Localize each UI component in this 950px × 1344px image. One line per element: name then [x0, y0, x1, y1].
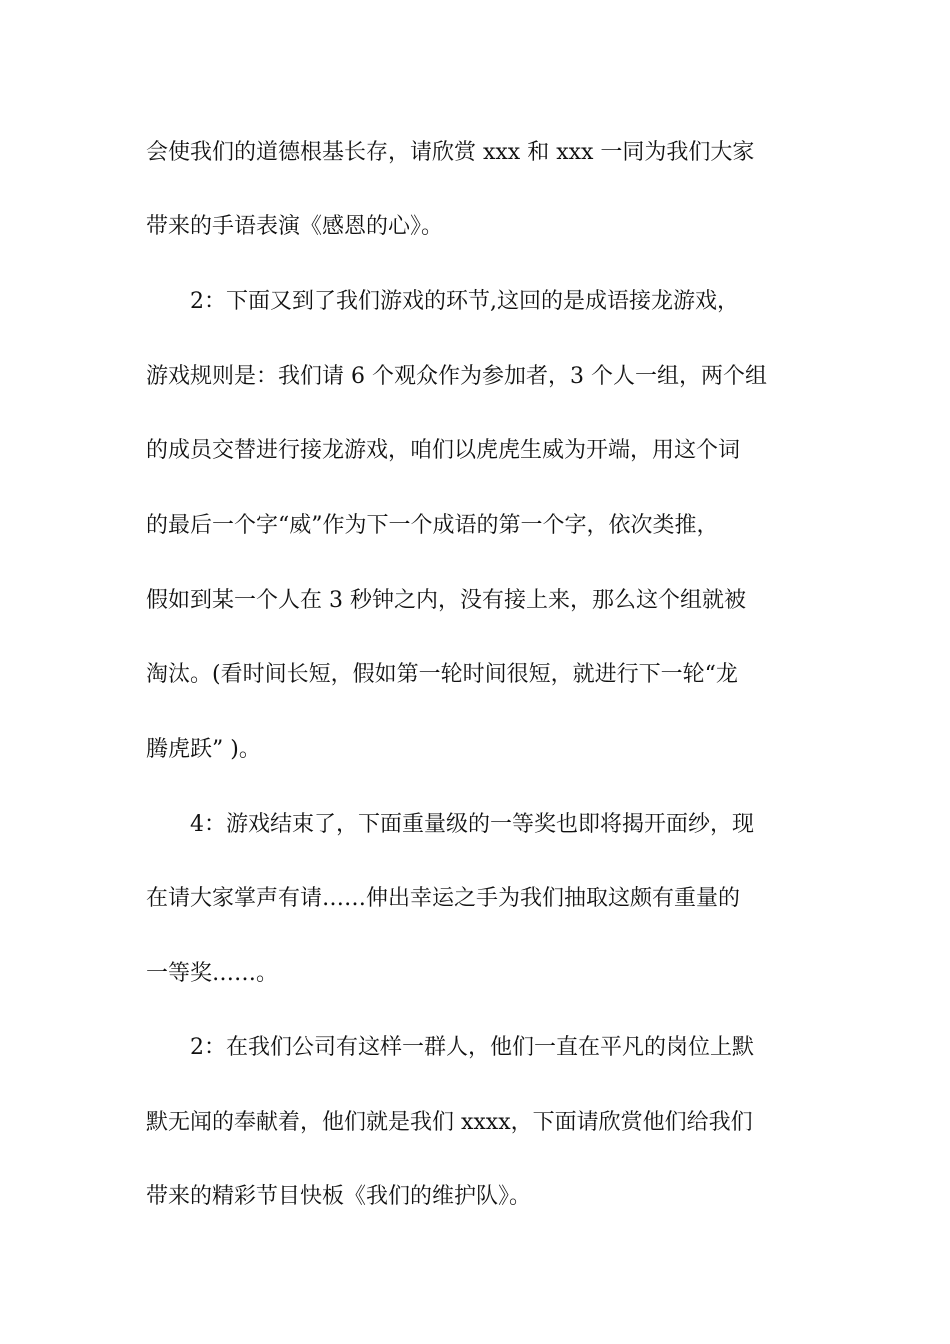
- paragraph-line: 淘汰。(看时间长短，假如第一轮时间很短，就进行下一轮“龙: [146, 662, 738, 687]
- paragraph-line: 假如到某一个人在 3 秒钟之内，没有接上来，那么这个组就被: [146, 588, 746, 613]
- paragraph-line: 游戏规则是：我们请 6 个观众作为参加者，3 个人一组，两个组: [146, 364, 767, 389]
- paragraph-line: 带来的精彩节目快板《我们的维护队》。: [146, 1184, 532, 1209]
- paragraph-line: 带来的手语表演《感恩的心》。: [146, 214, 444, 239]
- paragraph-line: 2：下面又到了我们游戏的环节,这回的是成语接龙游戏，: [190, 289, 739, 314]
- paragraph-line: 2：在我们公司有这样一群人，他们一直在平凡的岗位上默: [190, 1035, 754, 1060]
- paragraph-line: 默无闻的奉献着，他们就是我们 xxxx，下面请欣赏他们给我们: [146, 1110, 753, 1135]
- paragraph-line: 会使我们的道德根基长存，请欣赏 xxx 和 xxx 一同为我们大家: [146, 140, 755, 165]
- paragraph-line: 一等奖……。: [146, 961, 279, 986]
- paragraph-line: 的成员交替进行接龙游戏，咱们以虎虎生威为开端，用这个词: [146, 438, 741, 463]
- paragraph-line: 的最后一个字“威”作为下一个成语的第一个字，依次类推，: [146, 513, 719, 538]
- paragraph-line: 腾虎跃” )。: [146, 737, 261, 762]
- paragraph-line: 4：游戏结束了，下面重量级的一等奖也即将揭开面纱，现: [190, 812, 754, 837]
- paragraph-line: 在请大家掌声有请……伸出幸运之手为我们抽取这颇有重量的: [146, 886, 741, 911]
